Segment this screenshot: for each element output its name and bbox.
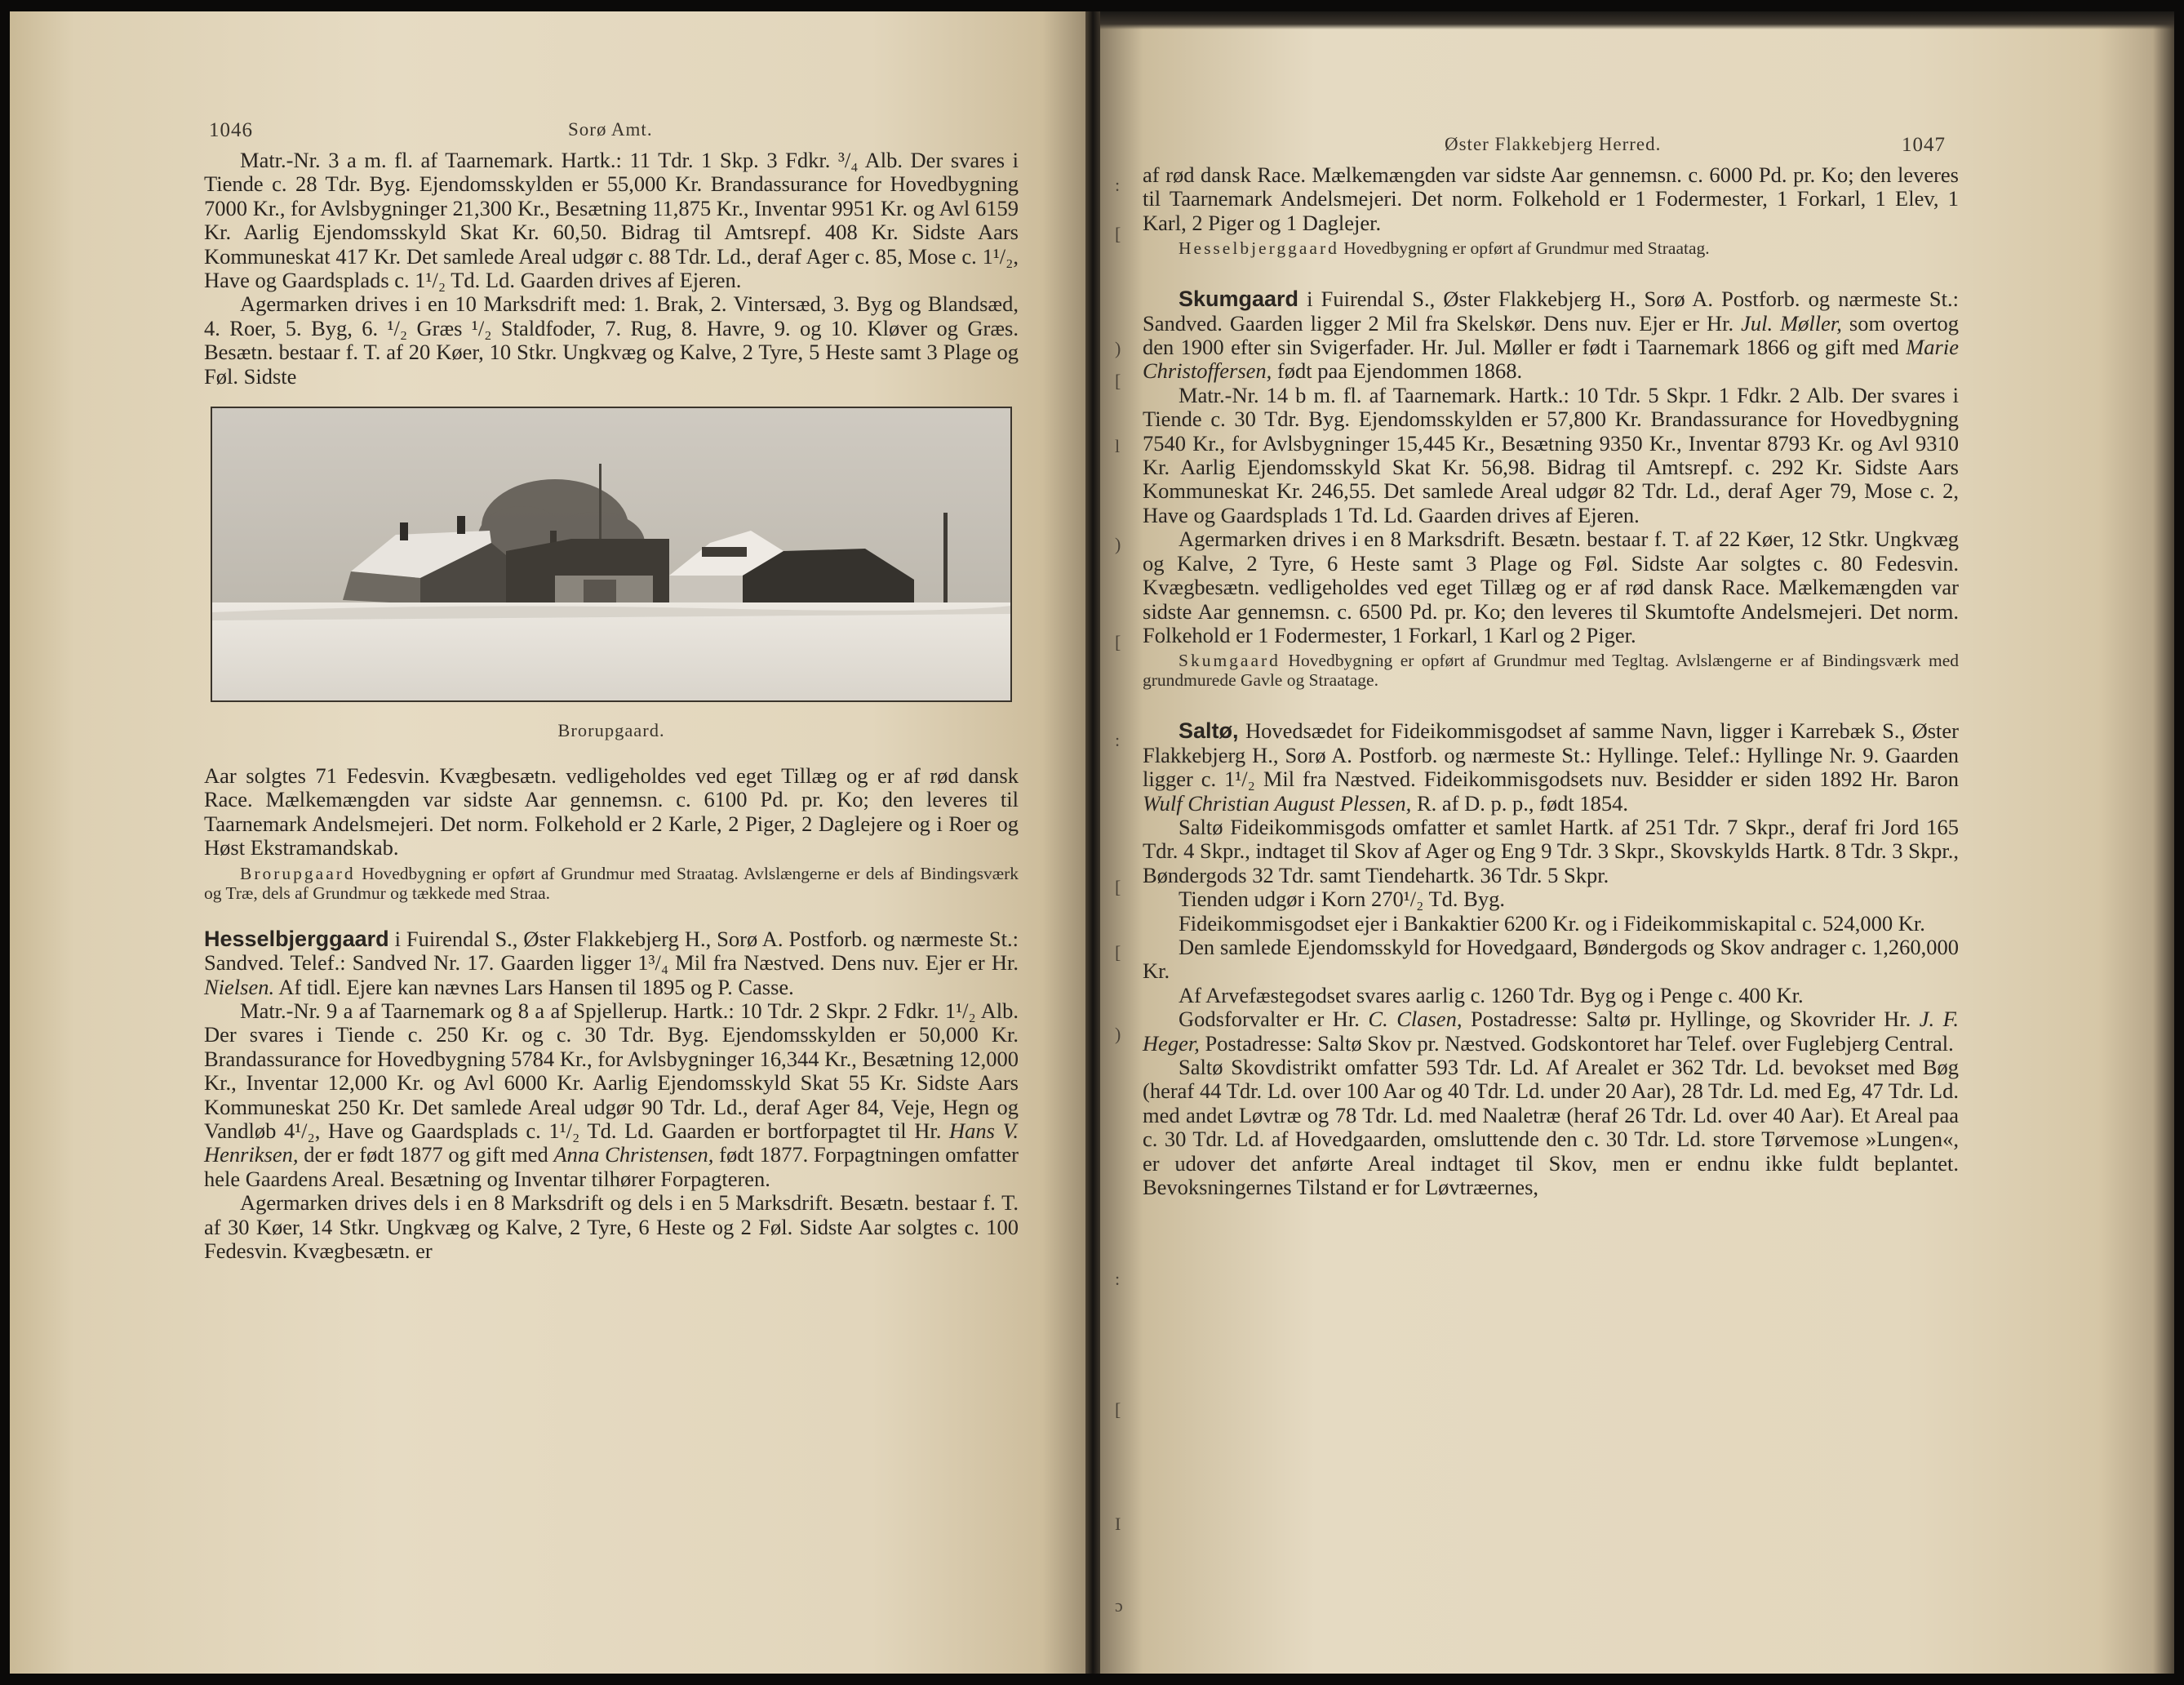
left-text-column: [204, 103, 1019, 1263]
building-note-name: Brorupgaard: [240, 863, 356, 883]
person-name: C. Clasen,: [1368, 1007, 1463, 1032]
farm-photograph: [211, 407, 1012, 702]
entry-text: R. af D. p. p., født 1854.: [1411, 790, 1629, 816]
building-note-name: Skumgaard: [1179, 651, 1281, 671]
left-page: [10, 11, 1085, 1674]
building-note: [204, 864, 1019, 903]
paragraph: Aar solgtes 71 Fedesvin. Kvægbesætn. vedligeholdes ved eget Tillæg og er af rød dansk Race. Mælkemængden var sidste Aar gennemsn. c. 6100 Pd. pr. Ko; den leveres til Taarnemark Andelsmejeri. Det norm. Folkehold er 2 Karle, 2 Piger, 2 Daglejere og i Roer og Høst Ekstramandskab.: [204, 763, 1019, 860]
owner-name: Jul. Møller,: [1741, 310, 1842, 336]
tenant-name: Hans V. Henriksen,: [204, 1118, 1019, 1167]
right-page: [1100, 11, 2174, 1674]
entry-heading: Skumgaard: [1179, 287, 1299, 312]
entry-text: Af tidl. Ejere kan nævnes Lars Hansen til 1895 og P. Casse.: [274, 974, 794, 999]
entry-paragraph: [204, 999, 1019, 1191]
wife-name: Marie Christoffersen,: [1143, 335, 1959, 384]
entry-text: som overtog den 1900 efter sin Svigerfader. Hr. Jul. Møller er født i Taarnemark 1866 og gift med: [1143, 310, 1960, 360]
section-gap: [1143, 690, 1959, 719]
paragraph: Saltø Skovdistrikt omfatter 593 Tdr. Ld. Af Arealet er 362 Tdr. Ld. bevokset med Bøg (heraf 44 Tdr. Ld. over 100 Aar og 40 Tdr. Ld. under 20 Aar), 28 Tdr. Ld. med Eg, 47 Tdr. Ld. med andet Løvtræ og 78 Tdr. Ld. med Naaletræ (heraf 26 Tdr. Ld. over 40 Aar). Et Areal paa c. 30 Tdr. Ld. af Hovedgaarden, omsluttende den c. 30 Tdr. Ld. store Tørvemose »Lungen«, er udover det anførte Areal indtaget til Skov, men er endnu ikke fuldt beplantet. Bevoksningernes Tilstand er for Løvtræernes,: [1143, 1055, 1959, 1200]
section-gap: [1143, 258, 1959, 287]
right-running-head: [1143, 118, 1959, 163]
entry-text: født 1877. Forpagtningen omfatter hele Gaardens Areal. Besætning og Inventar tilhører Forpagteren.: [204, 1142, 1019, 1191]
figure-caption: Brorupgaard.: [557, 720, 665, 741]
farm-photograph-drawing: [212, 408, 1010, 700]
building-note: [1143, 238, 1959, 258]
entry-text: Postadresse: Saltø Skov pr. Næstved. Godskontoret har Telef. over Fuglebjerg Central.: [1199, 1030, 1954, 1056]
paragraph: Den samlede Ejendomsskyld for Hovedgaard, Bøndergods og Skov andrager c. 1,260,000 Kr.: [1143, 934, 1959, 984]
building-note-text: Hovedbygning er opført af Grundmur med Straatag. Avlslængerne er dels af Bindingsværk og Træ, dels af Grundmur og tækkede med Straa.: [204, 863, 1019, 903]
left-running-head: [204, 103, 1019, 149]
paragraph: Agermarken drives i en 8 Marksdrift. Besætn. bestaar f. T. af 22 Køer, 12 Stkr. Ungkvæg og Kalve, 2 Tyre, 6 Heste samt 3 Plage og Føl. Sidste Aar solgtes c. 80 Fedesvin. Kvægbesætn. vedligeholdes ved eget Tillæg og er af rød dansk Race. Mælkemængden var sidste Aar gennemsn. c. 6500 Pd. pr. Ko; den leveres til Skumtofte Andelsmejeri. Det norm. Folkehold er 1 Fodermester, 1 Forkarl, 1 Karl og 2 Piger.: [1143, 527, 1959, 647]
owner-name: Wulf Christian August Plessen,: [1143, 790, 1412, 816]
entry-text: i Fuirendal S., Øster Flakkebjerg H., Sorø A. Postforb. og nærmeste St.: Sandved. Telef.: Sandved Nr. 17. Gaarden ligger 1³/₄ Mil fra Næstved. Dens nuv. Ejer er Hr.: [204, 926, 1019, 976]
paragraph: Agermarken drives i en 10 Marksdrift med: 1. Brak, 2. Vintersæd, 3. Byg og Blandsæd, 4. Roer, 5. Byg, 6. ¹/₂ Græs ¹/₂ Staldfoder, 7. Rug, 8. Havre, 9. og 10. Kløver og Græs. Besætn. bestaar f. T. af 20 Køer, 10 Stkr. Ungkvæg og Kalve, 2 Tyre, 5 Heste samt 3 Plage og Føl. Sidste: [204, 291, 1019, 389]
entry-text: Matr.-Nr. 9 a af Taarnemark og 8 a af Spjellerup. Hartk.: 10 Tdr. 2 Skpr. 2 Fdkr. 1¹/₂ Alb. Der svares i Tiende c. 250 Kr. og c. 30 Tdr. Byg. Ejendomsskylden er 50,000 Kr. Brandassurance for Hovedbygning 5784 Kr., for Avlsbygninger 16,344 Kr., Besætning 12,000 Kr., Inventar 12,000 Kr. og Avl 6000 Kr. Aarlig Ejendomsskyld Skat 55 Kr. Sidste Aars Kommuneskat 250 Kr. Det samlede Areal udgør 90 Tdr. Ld., deraf Ager 84, Veje, Hegn og Vandløb 4¹/₂, Have og Gaardsplads c. 1¹/₂ Td. Ld. Gaarden er bortforpagtet til Hr.: [204, 998, 1019, 1143]
paragraph: Fideikommisgodset ejer i Bankaktier 6200 Kr. og i Fideikommiskapital c. 524,000 Kr.: [1179, 910, 1925, 936]
entry-text: født paa Ejendommen 1868.: [1272, 358, 1523, 384]
building-note: [1143, 651, 1959, 690]
right-text-column: [1143, 118, 1959, 1199]
book-gutter: [1085, 11, 1100, 1674]
running-title: Øster Flakkebjerg Herred.: [1445, 134, 1662, 154]
entry-text: Postadresse: Saltø pr. Hyllinge, og Skovrider Hr.: [1462, 1007, 1920, 1032]
building-note-text: Hovedbygning er opført af Grundmur med Tegltag. Avlslængerne er af Bindingsværk med grundmurede Gavle og Straatage.: [1143, 651, 1959, 691]
entry-heading: Hesselbjerggaard: [204, 926, 389, 951]
owner-name: Nielsen.: [204, 974, 275, 999]
wife-name: Anna Christensen,: [553, 1142, 714, 1167]
entry-text: Godsforvalter er Hr.: [1179, 1007, 1369, 1032]
paragraph: Matr.-Nr. 14 b m. fl. af Taarnemark. Hartk.: 10 Tdr. 5 Skpr. 1 Fdkr. 2 Alb. Der svares i Tiende c. 30 Tdr. Byg. Ejendomsskylden er 57,800 Kr. Brandassurance for Hovedbygning 7540 Kr., for Avlsbygninger 15,445 Kr., Besætning 9350 Kr., Inventar 8793 Kr. og Avl 9310 Kr. Aarlig Ejendomsskyld Skat Kr. 56,98. Bidrag til Amtsrepf. c. 292 Kr. Sidste Aars Kommuneskat Kr. 246,55. Det samlede Areal udgør 82 Tdr. Ld., deraf Ager 79, Mose c. 2, Have og Gaardsplads 1 Td. Ld. Gaarden drives af Ejeren.: [1143, 382, 1959, 527]
section-gap: [204, 903, 1019, 927]
entry-paragraph: [1143, 287, 1959, 384]
paragraph: Af Arvefæstegodset svares aarlig c. 1260 Tdr. Byg og i Penge c. 400 Kr.: [1179, 982, 1804, 1007]
entry-paragraph: [1143, 1007, 1959, 1056]
entry-paragraph: [204, 927, 1019, 999]
paragraph: Tienden udgør i Korn 270¹/₂ Td. Byg.: [1179, 887, 1505, 912]
paragraph: Agermarken drives dels i en 8 Marksdrift og dels i en 5 Marksdrift. Besætn. bestaar f. T. af 30 Køer, 14 Stkr. Ungkvæg og Kalve, 2 Tyre, 6 Heste og 2 Føl. Sidste Aar solgtes c. 100 Fedesvin. Kvægbesætn. er: [204, 1190, 1019, 1263]
running-title: Sorø Amt.: [568, 119, 653, 140]
margin-marks: : [ ) [ l ) [ : [ [ ) : [ I ɔ: [1115, 175, 1123, 1616]
entry-paragraph: [1143, 719, 1959, 816]
entry-text: i Fuirendal S., Øster Flakkebjerg H., Sorø A. Postforb. og nærmeste St.: Sandved. Gaarden ligger 2 Mil fra Skelskør. Dens nuv. Ejer er Hr.: [1143, 287, 1959, 336]
paragraph: af rød dansk Race. Mælkemængden var sidste Aar gennemsn. c. 6000 Pd. pr. Ko; den leveres til Taarnemark Andelsmejeri. Det norm. Folkehold er 1 Fodermester, 1 Forkarl, 1 Elev, 1 Karl, 2 Piger og 1 Daglejer.: [1143, 162, 1959, 235]
person-name: J. F. Heger,: [1143, 1007, 1959, 1056]
page-number: 1047: [1902, 134, 1946, 156]
paragraph: Saltø Fideikommisgods omfatter et samlet Hartk. af 251 Tdr. 7 Skpr., deraf fri Jord 165 Tdr. 4 Skpr., indtaget til Skov af Ager og Eng 9 Tdr. 3 Skpr., Skovskylds Hartk. 8 Tdr. 3 Skpr., Bøndergods 32 Tdr. samt Tiendehartk. 36 Tdr. 5 Skpr.: [1143, 814, 1959, 887]
entry-text: der er født 1877 og gift med: [298, 1142, 554, 1167]
paragraph: Matr.-Nr. 3 a m. fl. af Taarnemark. Hartk.: 11 Tdr. 1 Skp. 3 Fdkr. ³/₄ Alb. Der svares i Tiende c. 28 Tdr. Byg. Ejendomsskylden er 55,000 Kr. Brandassurance for Hovedbygning 7000 Kr., for Avlsbygninger 21,300 Kr., Besætning 11,875 Kr., Inventar 9951 Kr. og Avl 6159 Kr. Aarlig Ejendomsskyld Skat Kr. 60,50. Bidrag til Amtsrepf. 408 Kr. Sidste Aars Kommuneskat 417 Kr. Det samlede Areal udgør c. 88 Tdr. Ld., deraf Ager c. 85, Mose c. 1¹/₂, Have og Gaardsplads c. 1¹/₂ Td. Ld. Gaarden drives af Ejeren.: [204, 148, 1019, 293]
building-note-text: Hovedbygning er opført af Grundmur med Straatag.: [1338, 238, 1710, 259]
page-number: 1046: [209, 119, 253, 141]
building-note-name: Hesselbjerggaard: [1179, 238, 1339, 259]
entry-heading: Saltø,: [1179, 718, 1239, 744]
entry-text: Hovedsædet for Fideikommisgodset af samme Navn, ligger i Karrebæk S., Øster Flakkebjerg H., Sorø A. Postforb. og nærmeste St.: Hyllinge. Telef.: Hyllinge Nr. 9. Gaarden ligger c. 1¹/₂ Mil fra Næstved. Fideikommisgodsets nuv. Besidder er siden 1892 Hr. Baron: [1143, 718, 1959, 792]
